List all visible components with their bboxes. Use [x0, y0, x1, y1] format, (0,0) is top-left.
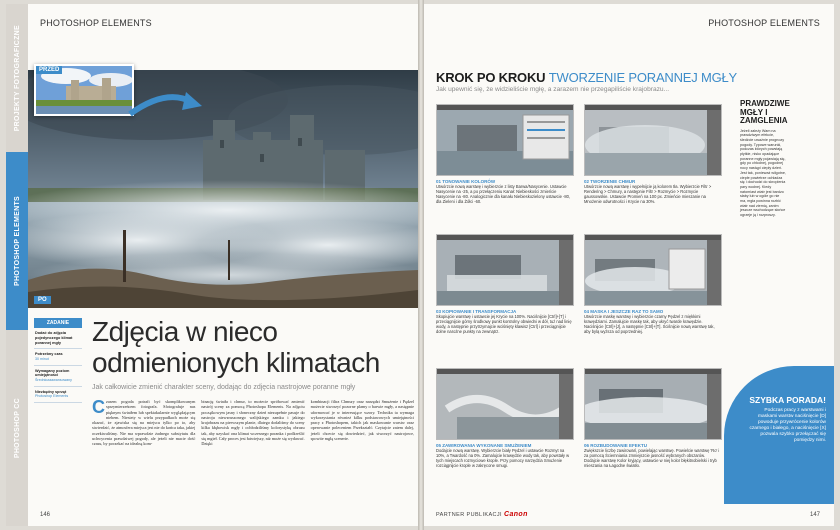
quick-tip-badge [724, 366, 834, 504]
step-title: 06 ROZBUDOWANIE EFEKTU [584, 443, 648, 448]
step-screenshot [436, 234, 574, 306]
page-header: PHOTOSHOP ELEMENTS [40, 18, 152, 28]
tab-photoshop-elements[interactable]: PHOTOSHOP ELEMENTS [6, 152, 28, 330]
quick-tip-text: Podczas pracy z warstwami i maskami warstw naciśnięcie [D] powoduje przywrócenie kolorów czarnego i białego, a naciśnięcie [X] pozwala szybko przełączać się pomiędzy nimi. [749, 408, 826, 443]
section-tabs [6, 4, 28, 526]
page-header: PHOTOSHOP ELEMENTS [708, 18, 820, 28]
task-item: Niezbędny sprzęt Photoshop Elements [34, 387, 82, 403]
step-screenshot [436, 368, 574, 440]
canon-logo: Canon [503, 511, 528, 518]
body-column: binację światła i chmur, to możecie spróbować zmienić nastrój sceny za pomocą Photoshopa Elements. Na zdjęciu początkowym jasny i słoneczny dzień niezupełnie pasuje do nastroju niewzruszonego walijskiego zamku i jakiego krajobrazu na pierwszym planie, dlatego dodaliśmy do sceny kilka kłębowisk mgły i ochłodziliśmy kolorystykę obrazu tak, aby uzyskać ona klimat wczesnego poranka i podkreślić się mgieł. Cały proces jest łatwiejszy, niż może się wydawać. Dzięki [201, 399, 305, 447]
step-title: 05 ZAWIROWANIA WYKONANE SMUŻENIEM [436, 443, 532, 448]
after-label: PO [34, 296, 51, 304]
step-text: Dodajcie nową warstwę. Wybierzcie biały Pędzel i ustawcie Rozmyt na 10%, a Twardość na 0%. Zamalujcie krawędzie wody tak, aby powstały w tych miejscach rozmyciowe krople. Przy pomocy narzędzia Smużenie rozciągnijcie krople w zakręcone smugi. [436, 448, 570, 468]
step-screenshot [584, 368, 722, 440]
steps-subheading: Jak upewnić się, że widzieliście mgłę, a zarazem nie przegapiliście krajobrazu... [436, 86, 670, 93]
task-box [34, 318, 82, 403]
page-number: 147 [809, 512, 820, 518]
step-card [436, 104, 574, 204]
right-page [424, 4, 834, 526]
step-screenshot [584, 234, 722, 306]
step-text: Utwórzcie maskę warstwy i wybierzcie czarny Pędzel z miękkimi krawędziami. Zamalujcie maskę tak, aby ukryć twarde krawędzie. Naciśnijcie [Ctrl]+[J], a następnie [Ctrl]+[T]. Ściśnijcie nową warstwę tak, aby bylą wyższa od poprzedniej. [584, 314, 715, 334]
step-title: 03 KOPIOWANIE I TRANSFORMACJA [436, 309, 517, 314]
step-card [436, 234, 574, 334]
step-card [584, 104, 722, 204]
publication-partner: PARTNER PUBLIKACJI Canon [436, 511, 528, 518]
article-subtitle: Jak całkowicie zmienić charakter sceny, dodając do zdjęcia nastrojowe poranne mgły [92, 384, 356, 391]
step-card [436, 368, 574, 468]
sidebar-title: PRAWDZIWE MGŁY I ZAMGLENIA [740, 99, 790, 125]
task-item: Wymagany poziom umiejętności Średniozaawansowany [34, 366, 82, 387]
arrow-icon [126, 84, 206, 128]
step-text: Skopiujcie warstwę i ustawcie jej Krycie na 100%. Naciśnijcie [Ctrl]+[T] i przeciągnijcie górny środkowy punkt kontrolny obwiedni w dół, tuż nad linię wody, a następnie przytrzymajcie wciśnięty klawisz [Ctrl] i przeciągnijcie dolne narożne punkty na zewnątrz. [436, 314, 572, 334]
step-screenshot [436, 104, 574, 176]
body-column: Czasem pogoda potrafi być skomplikowanym sprzymierzeńcem fotografa. Sfotografuje nas pięknym światłem lub spektakularnie wyglądającym niebem. Niestety w wielu przypadkach może się okazać, że zjawiska się na miejscu tylko po to, aby stwierdzić, że atmosfera miejsca jest nie do końca taka, jakiej oczekiwaliśmy. Nie ma wprawdzie żadnego substytutu dla uchwycenia prawdziwej pogody, ale jeżeli nie macie dość czasu, by poczekać na idealną kom- [92, 397, 196, 447]
sidebar-text: Jeżeli zależy Wam na prawdziwym efekcie, śledźcie uważnie prognozy pogody. Typowe warunki, podczas których powstają płytkie, nisko opadające poranne mgły pojawiają się, gdy po chłodnej, pogodnej nocy nastąpi ciepły dzień. Jest tak, ponieważ wilgotne, ciepłe powietrze ochładza się i dochodzi do skroplenia pary wodnej. Kiedy natomiast wiatr jest bardzo słaby lub w ogóle go nie ma, mgła powinna rozbić wiatr nad ziemią, zanim jeszcze wschodzące słońce ogrzeje ją i rozproszy. [740, 128, 786, 218]
task-heading: ZADANIE [34, 318, 82, 328]
step-card [584, 368, 722, 468]
body-column: kombinacji filtra Chmury oraz narzędzi Smużenie i Pędzel możecie stworzyć pozorne plamy o barwie mgły, a następnie uformować je w interesujące wzory. Technika ta wymaga wykorzystania również kilku podstawowych umiejętności pracy z Photoshopem, takich jak maskowanie warstw oraz operowanie poleceniem Przekształć. Czytajcie zatem dalej, jeżeli chcecie się dowiedzieć, jak stworzyć nastrojowe, spowite mgłą scenerie. [310, 399, 414, 442]
step-title: 02 TWORZENIE CHMUR [584, 179, 636, 184]
step-text: Zwiększcie liczbę zawirowań, powielając warstwę. Powielcie warstwę 'Ro' i za pomocą Ściemniania zmniejszcie jasność wybranych obszarów. Dodajcie warstwę Kolor kryjący, ustawcie w niej kolor błękitnobielski i tryb mieszania na Łagodne światło. [584, 448, 720, 468]
before-label: PRZED [36, 66, 62, 74]
task-item: Potrzebny czas 30 minut [34, 349, 82, 365]
left-page [6, 4, 418, 526]
drop-cap: C [92, 397, 105, 417]
step-title: 01 TONOWANIE KOLORÓW [436, 179, 496, 184]
step-title: 04 MASKA I JESZCZE RAZ TO SAMO [584, 309, 664, 314]
page-number: 146 [40, 512, 51, 518]
step-card [584, 234, 722, 334]
tab-photoshop-cc[interactable]: PHOTOSHOP CC [6, 330, 28, 526]
tab-projekty-fotograficzne[interactable]: PROJEKTY FOTOGRAFICZNE [6, 4, 28, 152]
step-text: Utwórzcie nową warstwę i wybierzcie z listy Barwa/Nasycenie. Ustawcie Nasycenie na -25, a po przełączeniu Kanał: Niebieskości zmieńcie Nasycenie na -80. Analogicznie dla kanału Niebieskozielony ustawcie -80, dla Zieleni i dla Żółci -60. [436, 184, 571, 204]
quick-tip-title: SZYBKA PORADA! [749, 395, 826, 405]
step-screenshot [584, 104, 722, 176]
task-item: Dodać do zdjęcia pojedynczego klimat porannej mgły [34, 328, 82, 349]
sidebar-tip [740, 99, 790, 218]
steps-heading: KROK PO KROKU TWORZENIE PORANNEJ MGŁY [436, 70, 738, 85]
step-text: Utwórzcie nową warstwę i wypełnijcie ją kolorem tła. Wybierzcie Filtr > Rendering > Chmury, a następnie Filtr > Rozmycie > Rozmycie gaussowskie. Ustawcie Promień na 100 px. Zmieńcie mieszanie na Mnożenie odwrotności i Krycie na 30%. [584, 184, 712, 204]
article-body [92, 399, 414, 447]
article-title: Zdjęcia w nieco odmienionych klimatach [92, 316, 380, 378]
